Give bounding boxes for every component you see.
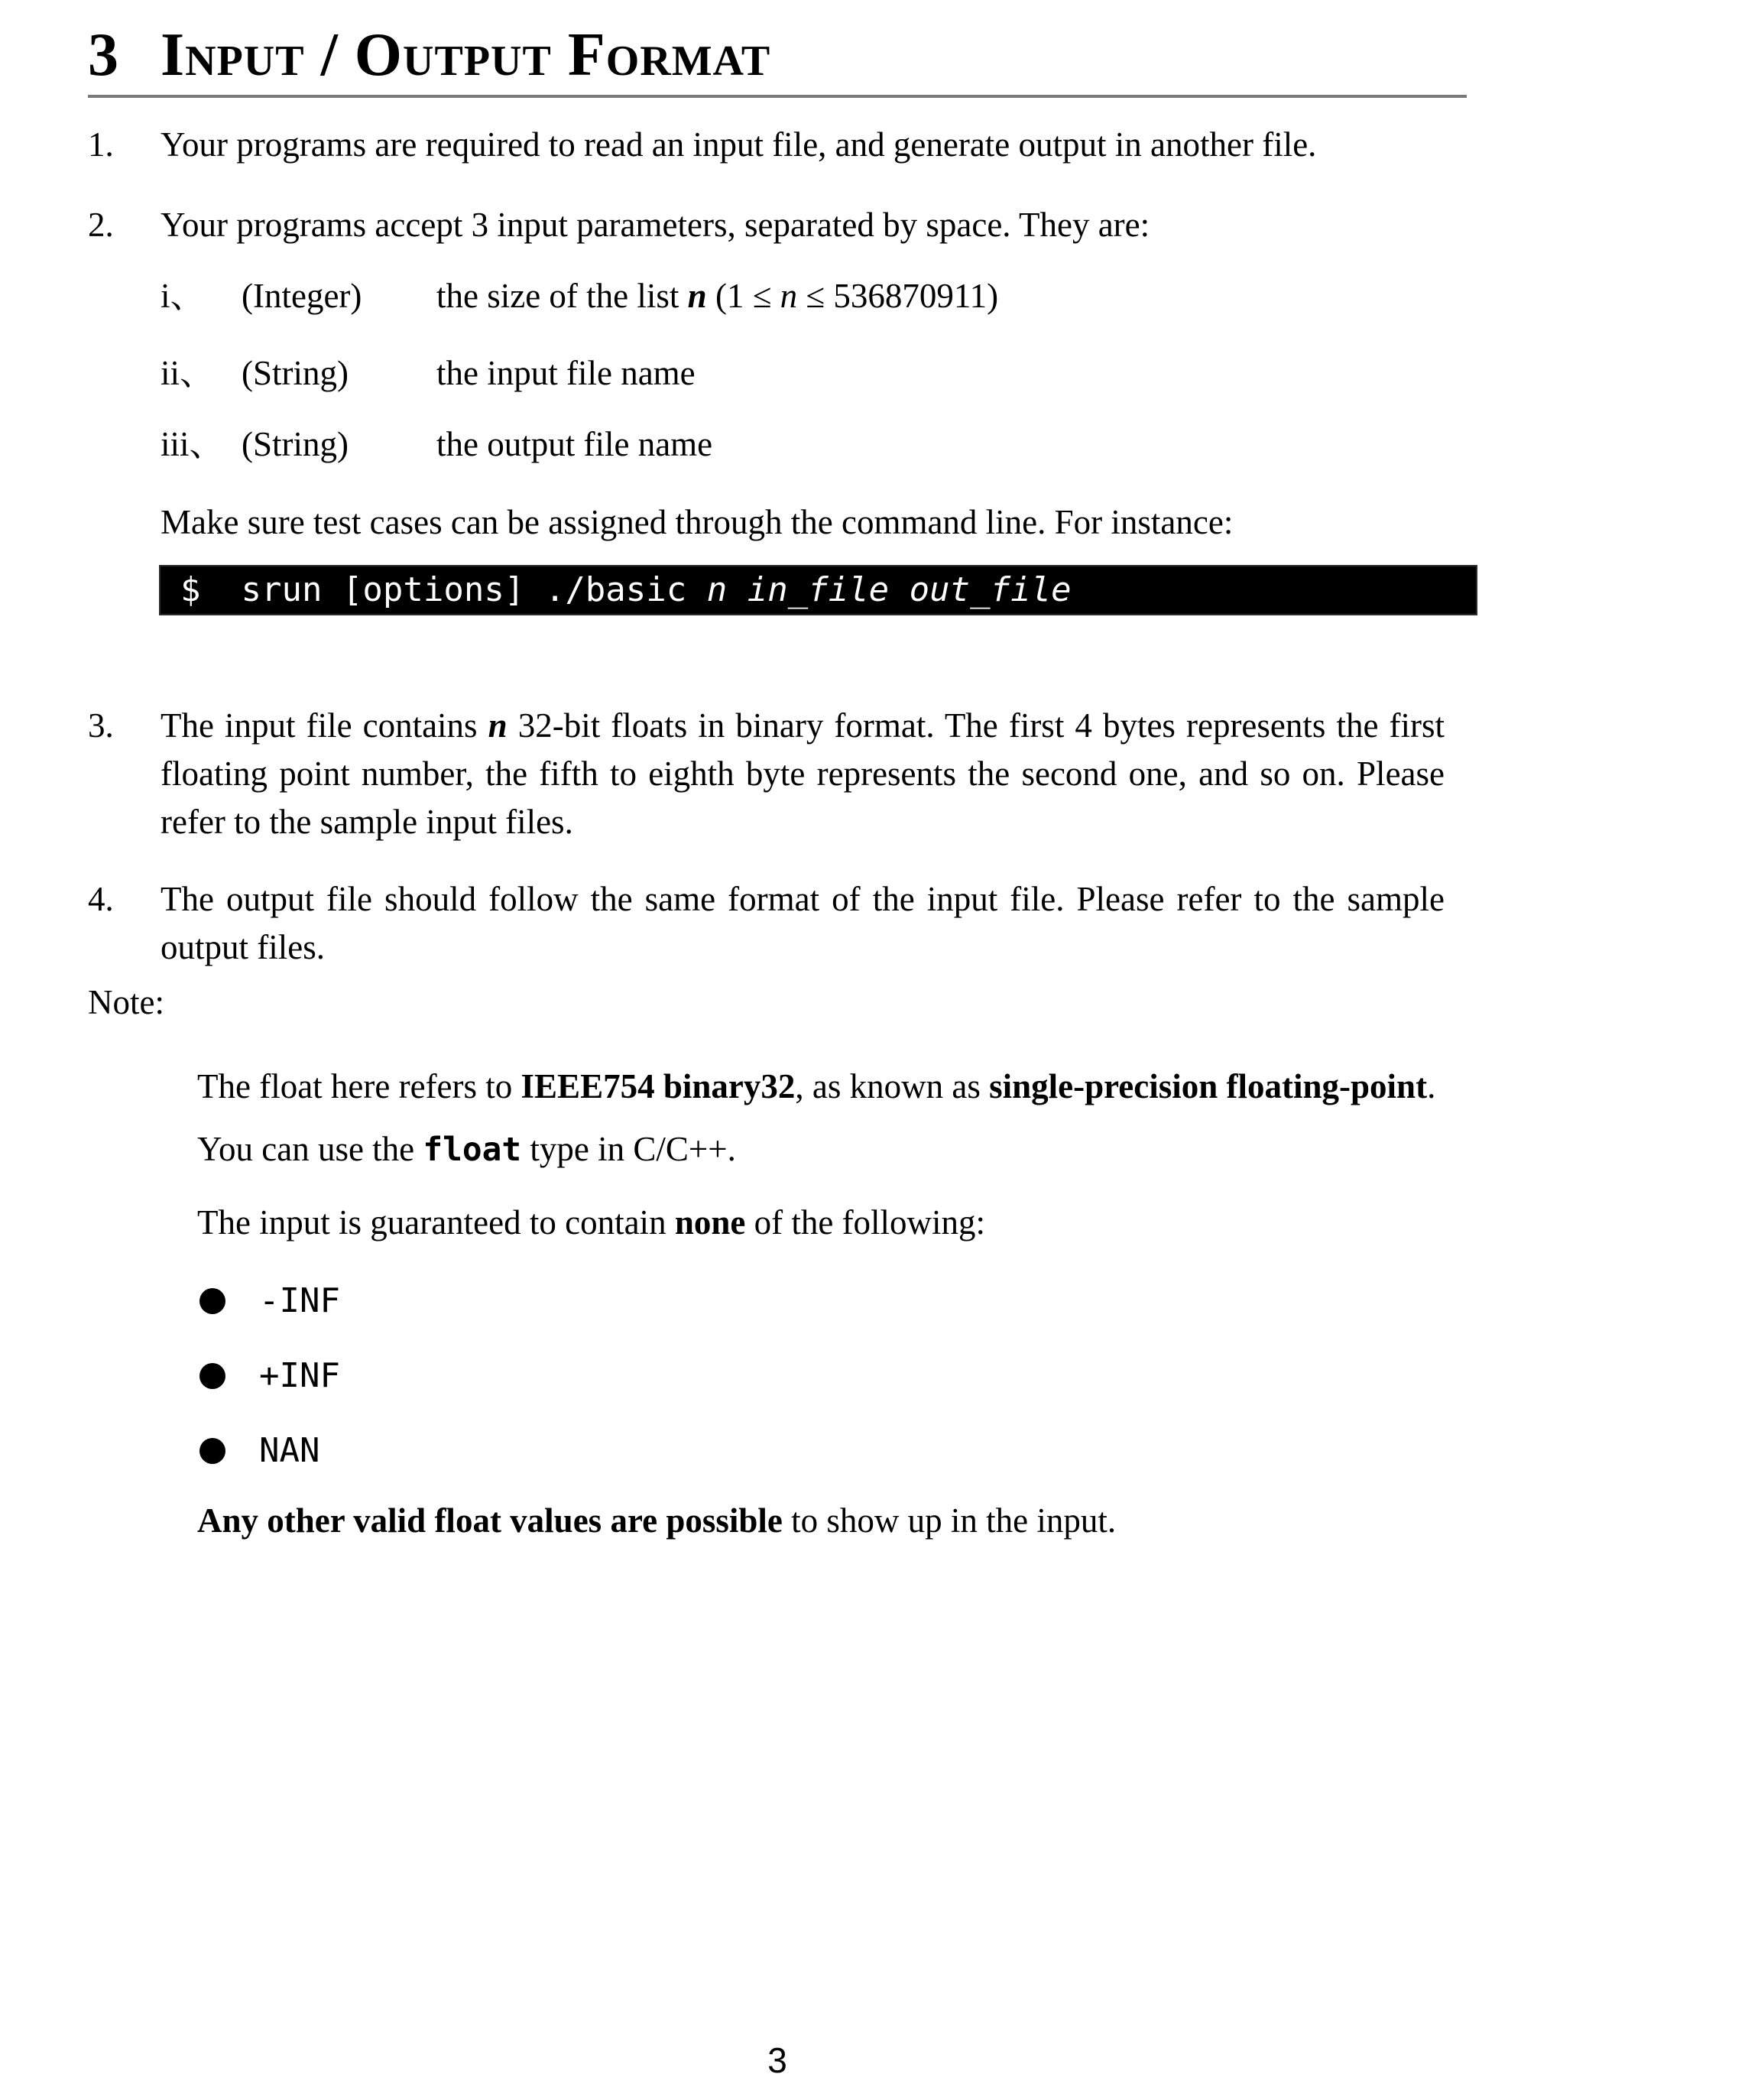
bullet-item-nan	[199, 1427, 1480, 1475]
param-iii-type: (String)	[242, 425, 349, 463]
note-paragraph-guarantee: The input is guaranteed to contain none of the following:	[197, 1203, 986, 1241]
section-number: 3	[88, 21, 118, 89]
param-row-iii	[161, 420, 1480, 469]
bullet-item-neg-inf	[199, 1277, 1480, 1325]
page-number: 3	[767, 2040, 787, 2080]
note-paragraph-ieee: The float here refers to IEEE754 binary32, as known as single-precision floating-point.	[197, 1067, 1436, 1105]
param-ii-marker: ii、	[161, 354, 215, 392]
heading-rule-divider	[88, 95, 1467, 98]
list-item-1	[88, 121, 1480, 169]
list-item-2	[88, 201, 1480, 249]
bullet-text-nan: NAN	[259, 1431, 320, 1470]
note-label: Note:	[88, 983, 164, 1021]
note-paragraph-any-other: Any other valid float values are possible to show up in the input.	[197, 1501, 1117, 1540]
bullet-item-pos-inf	[199, 1352, 1480, 1400]
bullet-icon	[199, 1363, 225, 1389]
terminal-command-block	[159, 565, 1477, 615]
param-iii-marker: iii、	[161, 425, 224, 463]
param-row-i	[161, 272, 1480, 320]
param-iii-description: the output file name	[436, 425, 713, 463]
section-heading	[88, 23, 1480, 87]
list-item-4	[88, 875, 1480, 972]
item-4-number: 4.	[88, 880, 114, 918]
item-2-text: Your programs accept 3 input parameters, separated by space. They are:	[161, 206, 1150, 244]
param-ii-description: the input file name	[436, 354, 696, 392]
bullet-text-pos-inf: +INF	[259, 1356, 340, 1395]
note-paragraph-float-type: You can use the float type in C/C++.	[197, 1130, 736, 1169]
param-i-type: (Integer)	[242, 277, 362, 315]
param-i-description: the size of the list n (1 ≤ n ≤ 536870911)	[436, 277, 999, 315]
list-item-3	[88, 702, 1480, 846]
param-ii-type: (String)	[242, 354, 349, 392]
command-intro-text: Make sure test cases can be assigned through the command line. For instance:	[161, 503, 1234, 541]
item-3-number: 3.	[88, 706, 114, 745]
bullet-icon	[199, 1288, 225, 1314]
param-row-ii	[161, 349, 1480, 398]
bullet-text-neg-inf: -INF	[259, 1281, 340, 1320]
page-content	[88, 23, 1480, 1545]
item-4-text: The output file should follow the same format of the input file. Please refer to the sample output files.	[161, 880, 1445, 966]
param-i-marker: i、	[161, 277, 205, 315]
bullet-icon	[199, 1438, 225, 1464]
item-2-number: 2.	[88, 206, 114, 244]
terminal-command-text: $ srun [options] ./basic n in_file out_file	[180, 570, 1072, 609]
item-1-number: 1.	[88, 125, 114, 164]
item-3-text: The input file contains n 32-bit floats in binary format. The first 4 bytes represents the first floating point number, the fifth to eighth byte represents the second one, and so on. Please refer to the sample input files.	[161, 706, 1445, 841]
item-1-text: Your programs are required to read an input file, and generate output in another file.	[161, 125, 1317, 164]
page-title: Input / Output Format	[161, 21, 771, 89]
